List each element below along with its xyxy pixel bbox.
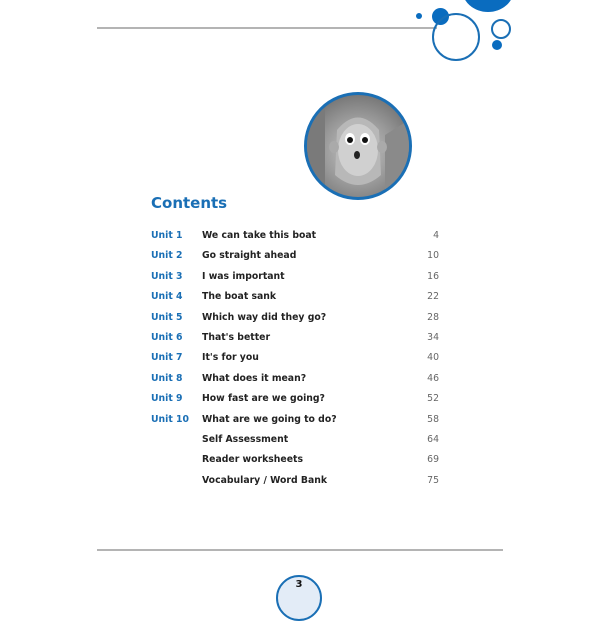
footer-rule (97, 549, 503, 551)
page-ref: 69 (427, 454, 439, 466)
chapter-title: Go straight ahead (202, 250, 297, 262)
chapter-title: The boat sank (202, 291, 277, 303)
chapter-title: We can take this boat (202, 230, 317, 241)
toc-row[interactable] (151, 474, 439, 494)
page-ref: 28 (427, 311, 439, 323)
unit-label: Unit 7 (151, 352, 183, 364)
page-ref: 22 (427, 291, 439, 303)
unit-label: Unit 2 (151, 250, 183, 262)
chapter-title: What are we going to do? (202, 413, 337, 425)
chapter-title: I was important (202, 270, 285, 282)
toc-row[interactable] (151, 351, 439, 371)
page-title: Contents (151, 194, 228, 212)
toc-row[interactable] (151, 392, 439, 412)
unit-label: Unit 6 (151, 331, 183, 343)
unit-label: Unit 5 (151, 311, 183, 323)
character-portrait (304, 92, 412, 200)
page-ref: 34 (427, 331, 439, 343)
bubble-ring-large-icon (432, 13, 480, 61)
page-ref: 52 (427, 393, 439, 405)
page-number: 3 (295, 579, 303, 590)
bubble-dot-icon (492, 40, 502, 50)
chapter-title: It's for you (202, 352, 259, 364)
chapter-title: Which way did they go? (202, 311, 327, 323)
toc-row[interactable] (151, 249, 439, 269)
character-face-icon (307, 95, 409, 197)
table-of-contents (151, 229, 439, 494)
toc-row[interactable] (151, 311, 439, 331)
chapter-title: How fast are we going? (202, 393, 325, 405)
chapter-title: What does it mean? (202, 372, 307, 384)
page-ref: 4 (433, 230, 439, 241)
toc-row[interactable] (151, 413, 439, 433)
toc-row[interactable] (151, 290, 439, 310)
toc-row[interactable] (151, 229, 439, 249)
page-ref: 16 (427, 270, 439, 282)
bubble-small-icon (416, 13, 422, 19)
unit-label: Unit 3 (151, 270, 183, 282)
unit-label: Unit 4 (151, 291, 183, 303)
page-ref: 58 (427, 413, 439, 425)
toc-row[interactable] (151, 433, 439, 453)
header-rule (97, 27, 437, 29)
page-number-badge (276, 575, 322, 621)
toc-row[interactable] (151, 453, 439, 473)
chapter-title: Vocabulary / Word Bank (202, 474, 328, 486)
unit-label: Unit 8 (151, 372, 183, 384)
page-ref: 64 (427, 433, 439, 445)
chapter-title: Self Assessment (202, 433, 289, 445)
toc-row[interactable] (151, 270, 439, 290)
page-ref: 75 (427, 474, 439, 486)
chapter-title: That's better (202, 331, 271, 343)
page-ref: 10 (427, 250, 439, 262)
toc-row[interactable] (151, 331, 439, 351)
page-ref: 40 (427, 352, 439, 364)
unit-label: Unit 9 (151, 393, 183, 405)
bubble-large-icon (462, 0, 514, 12)
unit-label: Unit 10 (151, 413, 189, 425)
bubble-ring-small-icon (491, 19, 511, 39)
unit-label: Unit 1 (151, 230, 183, 241)
chapter-title: Reader worksheets (202, 454, 304, 466)
toc-row[interactable] (151, 372, 439, 392)
page-ref: 46 (427, 372, 439, 384)
